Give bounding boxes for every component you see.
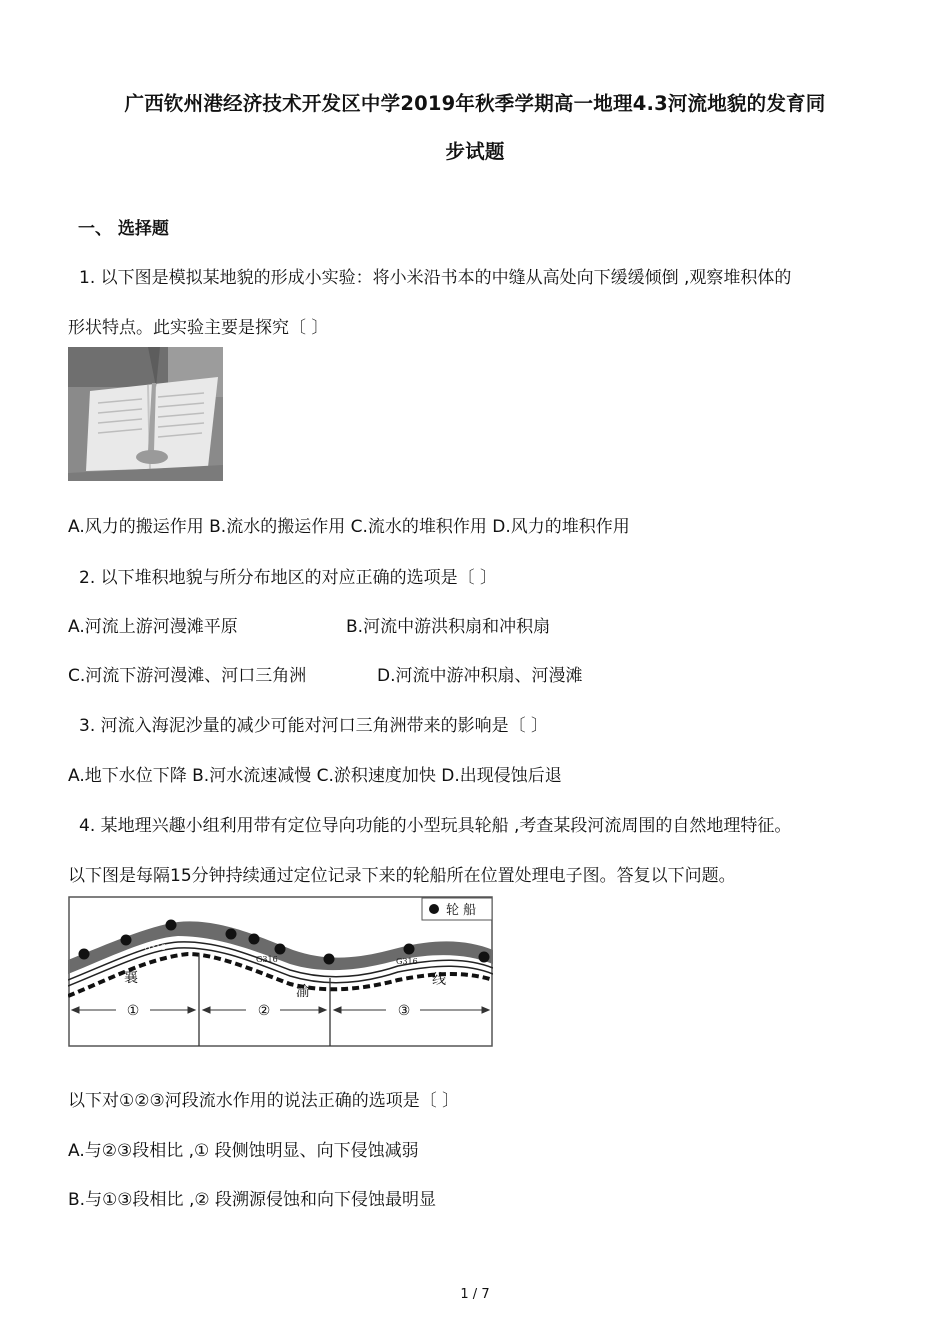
segment-label-2: ② [257,1003,271,1019]
rail-char-1: 襄 [124,970,138,986]
q1-stem-line1: 1. 以下图是模拟某地貌的形成小实验：将小米沿书本的中缝从高处向下缓缓倾倒 ,观察堆积体的 [79,268,792,288]
page-number: 1 / 7 [460,1287,490,1302]
q4-stem-line1: 4. 某地理兴趣小组利用带有定位导向功能的小型玩具轮船 ,考查某段河流周围的自然地理特征。 [79,816,792,836]
segment-label-1: ① [126,1003,140,1019]
q2-option-b: B.河流中游洪积扇和冲积扇 [346,617,551,637]
ship-dot [275,944,286,955]
road-label-2: G316 [256,955,278,964]
ship-dot [249,934,260,945]
river-route-map [68,896,493,1047]
map-legend-label: 轮 船 [446,903,477,918]
ship-dot [166,920,177,931]
ship-dot [121,935,132,946]
document-title-line1: 广西钦州港经济技术开发区中学2019年秋季学期高一地理4.3河流地貌的发育同 [124,92,826,115]
q2-stem: 2. 以下堆积地貌与所分布地区的对应正确的选项是〔 〕 [79,568,498,588]
road-label-1: G316 [144,943,166,952]
q1-stem-line2: 形状特点。此实验主要是探究〔 〕 [68,318,329,338]
q4-option-a: A.与②③段相比 ,① 段侧蚀明显、向下侵蚀减弱 [68,1141,419,1161]
q2-option-c: C.河流下游河漫滩、河口三角洲 [68,666,307,686]
road-label-3: G316 [396,957,418,966]
document-title-line2: 步试题 [445,140,505,163]
ship-dot [79,949,90,960]
q4-option-b: B.与①③段相比 ,② 段溯源侵蚀和向下侵蚀最明显 [68,1190,436,1210]
ship-dot [404,944,415,955]
ship-dot [324,954,335,965]
q1-options: A.风力的搬运作用 B.流水的搬运作用 C.流水的堆积作用 D.风力的堆积作用 [68,517,630,537]
q2-option-d: D.河流中游冲积扇、河漫滩 [377,666,583,686]
q3-options: A.地下水位下降 B.河水流速减慢 C.淤积速度加快 D.出现侵蚀后退 [68,766,562,786]
ship-dot [226,929,237,940]
q3-stem: 3. 河流入海泥沙量的减少可能对河口三角洲带来的影响是〔 〕 [79,716,549,736]
legend-ship-icon [429,904,439,914]
experiment-photo [68,347,223,481]
q4-stem-line2: 以下图是每隔15分钟持续通过定位记录下来的轮船所在位置处理电子图。答复以下问题。 [68,866,736,886]
ship-dot [479,952,490,963]
segment-label-3: ③ [397,1003,411,1019]
rail-char-3: 线 [432,972,446,988]
q2-option-a: A.河流上游河漫滩平原 [68,617,238,637]
q4-sub-stem: 以下对①②③河段流水作用的说法正确的选项是〔 〕 [68,1091,460,1111]
rail-char-2: 渝 [296,984,310,1000]
section-heading: 一、 选择题 [78,219,169,239]
